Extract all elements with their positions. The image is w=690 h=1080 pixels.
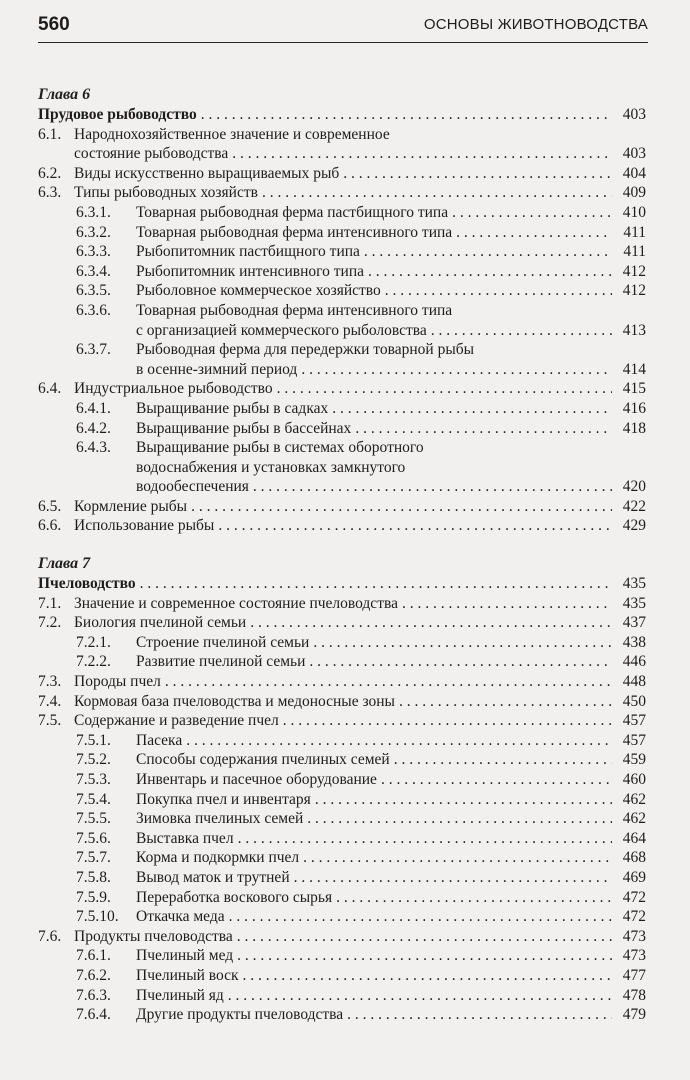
toc-entry[interactable]: [38, 183, 646, 203]
dot-leader: [431, 321, 612, 341]
toc-entry[interactable]: [38, 242, 646, 262]
entry-title: Биология пчелиной семьи: [74, 614, 247, 632]
section-number: 7.5.6.: [76, 829, 111, 847]
page-ref: 473: [622, 927, 646, 945]
section-number: 6.5.: [38, 497, 62, 515]
page-ref: 460: [622, 771, 646, 788]
toc-entry[interactable]: [38, 262, 646, 282]
section-number: 6.6.: [38, 517, 62, 535]
toc-entry[interactable]: [38, 301, 646, 340]
toc-entry[interactable]: [38, 966, 646, 986]
dot-leader: [381, 770, 612, 790]
page-header: [38, 12, 648, 43]
page-ref: 418: [622, 419, 646, 437]
section-number: 7.5.2.: [76, 751, 111, 769]
dot-leader: [238, 829, 612, 849]
dot-leader: [313, 633, 612, 653]
entry-title: Откачка меда: [136, 908, 225, 926]
page-ref: 435: [622, 575, 646, 593]
toc-entry[interactable]: [38, 652, 646, 672]
page-ref: 404: [622, 164, 646, 182]
entry-title: Народнохозяйственное значение и современное: [74, 125, 390, 143]
section-number: 7.6.: [38, 927, 62, 945]
toc-entry[interactable]: [38, 946, 646, 966]
page-ref: 438: [622, 633, 646, 651]
section-number: 6.4.2.: [76, 419, 111, 437]
section-number: 7.3.: [38, 673, 62, 691]
toc-entry[interactable]: [38, 1005, 646, 1025]
running-title: ОСНОВЫ ЖИВОТНОВОДСТВА: [423, 16, 648, 33]
entry-title: Способы содержания пчелиных семей: [136, 751, 390, 769]
dot-leader: [332, 399, 612, 419]
toc-entry[interactable]: [38, 223, 646, 243]
page-ref: 411: [623, 223, 646, 241]
entry-title-continued: с организацией коммерческого рыболовства: [136, 321, 427, 339]
toc-entry[interactable]: [38, 203, 646, 223]
entry-title-continued: состояние рыбоводства: [74, 145, 229, 163]
entry-title: Породы пчел: [74, 673, 161, 691]
page-ref: 403: [622, 106, 646, 123]
entry-title: Товарная рыбоводная ферма интенсивного типа: [136, 301, 453, 319]
entry-title: Выращивание рыбы в бассейнах: [136, 419, 352, 437]
dot-leader: [303, 848, 612, 868]
section-number: 6.4.: [38, 380, 62, 398]
page-ref: 462: [622, 810, 646, 828]
entry-title: Инвентарь и пасечное оборудование: [136, 771, 377, 788]
entry-title: Зимовка пчелиных семей: [136, 810, 304, 828]
page-ref: 403: [622, 145, 646, 163]
entry-title: Другие продукты пчеловодства: [136, 1006, 344, 1024]
section-number: 7.5.1.: [76, 731, 111, 749]
dot-leader: [201, 105, 612, 125]
entry-title-continued: водообеспечения: [136, 478, 249, 496]
dot-leader: [140, 574, 612, 594]
entry-title: Продукты пчеловодства: [74, 927, 233, 945]
section-number: 6.3.: [38, 184, 62, 202]
entry-title: Строение пчелиной семьи: [136, 633, 310, 651]
section-number: 7.2.1.: [76, 633, 111, 651]
dot-leader: [315, 790, 612, 810]
entry-title: Пчелиный мед: [136, 947, 234, 965]
page-ref: 437: [622, 614, 646, 632]
dot-leader: [165, 672, 612, 692]
page-ref: 450: [622, 692, 646, 710]
dot-leader: [191, 497, 612, 517]
section-number: 6.4.1.: [76, 399, 111, 417]
page-ref: 410: [622, 203, 646, 221]
entry-title: Индустриальное рыбоводство: [74, 380, 273, 398]
toc-entry[interactable]: [38, 711, 646, 731]
section-number: 6.4.3.: [76, 439, 111, 457]
page-ref: 479: [622, 1006, 646, 1024]
section-number: 6.3.1.: [76, 203, 111, 221]
toc-entry[interactable]: [38, 692, 646, 712]
section-number: 6.3.4.: [76, 262, 111, 280]
section-number: 6.3.2.: [76, 223, 111, 241]
page-ref: 414: [622, 360, 646, 378]
page-ref: 411: [623, 243, 646, 261]
entry-title: Выращивание рыбы в садках: [136, 399, 329, 417]
toc-entry[interactable]: [38, 888, 646, 908]
dot-leader: [347, 1005, 612, 1025]
dot-leader: [399, 692, 612, 712]
dot-leader: [368, 262, 612, 282]
page-ref: 448: [622, 673, 646, 691]
toc-entry[interactable]: [38, 594, 646, 614]
page-ref: 412: [622, 262, 646, 280]
toc-entry[interactable]: [38, 399, 646, 419]
entry-title-continued: водоснабжения и установках замкнутого: [136, 458, 406, 476]
page-ref: 412: [622, 282, 646, 300]
section-number: 7.6.1.: [76, 947, 111, 965]
page-ref: 472: [622, 908, 646, 926]
page-ref: 429: [622, 517, 646, 535]
page-ref: 422: [622, 497, 646, 515]
dot-leader: [232, 144, 612, 164]
page-ref: 420: [622, 478, 646, 496]
dot-leader: [364, 242, 612, 262]
section-number: 7.6.2.: [76, 966, 111, 984]
section-number: 7.5.7.: [76, 849, 111, 867]
toc-entry[interactable]: [38, 868, 646, 888]
dot-leader: [301, 360, 612, 380]
dot-leader: [229, 907, 612, 927]
toc-entry[interactable]: [38, 633, 646, 653]
dot-leader: [402, 594, 612, 614]
toc-entry[interactable]: [38, 164, 646, 184]
dot-leader: [186, 731, 612, 751]
entry-title: Товарная рыбоводная ферма интенсивного типа: [136, 223, 453, 241]
toc-entry[interactable]: [38, 281, 646, 301]
entry-title: Значение и современное состояние пчеловодства: [74, 594, 398, 612]
toc-entry[interactable]: [38, 574, 646, 594]
section-number: 7.5.9.: [76, 888, 111, 906]
entry-title: Корма и подкормки пчел: [136, 849, 300, 867]
chapter: [38, 554, 646, 1025]
toc-entry[interactable]: [38, 790, 646, 810]
dot-leader: [456, 223, 612, 243]
entry-title: Рыбоводная ферма для передержки товарной рыбы: [136, 341, 475, 359]
toc-entry[interactable]: [38, 986, 646, 1006]
dot-leader: [394, 750, 612, 770]
toc-entry[interactable]: [38, 438, 646, 497]
page-ref: 472: [622, 888, 646, 906]
dot-leader: [243, 966, 612, 986]
toc-entry[interactable]: [38, 379, 646, 399]
page-ref: 477: [622, 966, 646, 984]
section-number: 6.2.: [38, 164, 62, 182]
entry-title: Покупка пчел и инвентаря: [136, 790, 311, 808]
section-number: 7.5.10.: [76, 908, 119, 926]
dot-leader: [307, 809, 612, 829]
section-number: 7.5.8.: [76, 868, 111, 886]
dot-leader: [237, 946, 612, 966]
dot-leader: [277, 379, 612, 399]
entry-title: Переработка воскового сырья: [136, 888, 333, 906]
page-ref: 435: [622, 594, 646, 612]
page-ref: 462: [622, 790, 646, 808]
dot-leader: [253, 477, 612, 497]
page-ref: 473: [622, 947, 646, 965]
page-ref: 415: [622, 380, 646, 398]
entry-title: Пчеловодство: [38, 575, 136, 593]
section-number: 7.6.4.: [76, 1006, 111, 1024]
page-ref: 413: [622, 321, 646, 339]
dot-leader: [294, 868, 612, 888]
dot-leader: [237, 927, 612, 947]
entry-title: Пасека: [136, 731, 183, 749]
dot-leader: [262, 183, 612, 203]
entry-title: Рыбопитомник интенсивного типа: [136, 262, 365, 280]
section-number: 6.3.6.: [76, 301, 111, 319]
section-number: 7.5.5.: [76, 810, 111, 828]
dot-leader: [250, 613, 612, 633]
section-number: 6.3.3.: [76, 243, 111, 261]
page-ref: 457: [622, 712, 646, 730]
dot-leader: [343, 164, 612, 184]
toc-entry[interactable]: [38, 731, 646, 751]
toc-entry[interactable]: [38, 516, 646, 536]
entry-title: Рыбопитомник пастбищного типа: [136, 243, 360, 261]
section-number: 7.5.4.: [76, 790, 111, 808]
entry-title: Кормление рыбы: [74, 497, 188, 515]
toc-entry[interactable]: [38, 497, 646, 517]
page-ref: 409: [622, 184, 646, 202]
chapter: [38, 85, 646, 536]
dot-leader: [452, 203, 612, 223]
page-ref: 469: [622, 868, 646, 886]
entry-title: Содержание и разведение пчел: [74, 712, 279, 730]
toc-entry[interactable]: [38, 809, 646, 829]
table-of-contents: [38, 85, 646, 1043]
entry-title: Рыболовное коммерческое хозяйство: [136, 282, 381, 300]
page-ref: 446: [622, 653, 646, 671]
section-number: 7.5.3.: [76, 771, 111, 788]
toc-entry[interactable]: [38, 829, 646, 849]
toc-entry[interactable]: [38, 340, 646, 379]
page-ref: 478: [622, 986, 646, 1004]
chapter-label: Глава 6: [38, 86, 91, 103]
page-ref: 468: [622, 849, 646, 867]
entry-title: Пчелиный яд: [136, 986, 224, 1004]
toc-entry[interactable]: [38, 419, 646, 439]
section-number: 6.3.5.: [76, 282, 111, 300]
entry-title: Развитие пчелиной семьи: [136, 653, 306, 671]
entry-title: Вывод маток и трутней: [136, 868, 290, 886]
entry-title: Типы рыбоводных хозяйств: [74, 184, 258, 202]
toc-entry[interactable]: [38, 848, 646, 868]
section-number: 7.2.: [38, 614, 62, 632]
entry-title: Виды искусственно выращиваемых рыб: [74, 164, 340, 182]
section-number: 7.6.3.: [76, 986, 111, 1004]
section-number: 7.5.: [38, 712, 62, 730]
toc-entry[interactable]: [38, 770, 646, 790]
section-number: 6.1.: [38, 125, 62, 143]
section-number: 6.3.7.: [76, 341, 111, 359]
section-number: 7.1.: [38, 594, 62, 612]
entry-title: Выращивание рыбы в системах оборотного: [136, 439, 424, 457]
entry-title: Пчелиный воск: [136, 966, 239, 984]
dot-leader: [355, 419, 612, 439]
entry-title-continued: в осенне-зимний период: [136, 360, 298, 378]
entry-title: Выставка пчел: [136, 829, 234, 847]
entry-title: Прудовое рыбоводство: [38, 106, 197, 123]
dot-leader: [309, 652, 612, 672]
entry-title: Кормовая база пчеловодства и медоносные зоны: [74, 692, 395, 710]
toc-entry[interactable]: [38, 750, 646, 770]
entry-title: Товарная рыбоводная ферма пастбищного типа: [136, 203, 449, 221]
toc-entry[interactable]: [38, 125, 646, 164]
toc-entry[interactable]: [38, 613, 646, 633]
section-number: 7.4.: [38, 692, 62, 710]
toc-entry[interactable]: [38, 927, 646, 947]
dot-leader: [336, 888, 612, 908]
dot-leader: [218, 516, 612, 536]
dot-leader: [283, 711, 612, 731]
page-number: 560: [38, 14, 70, 35]
dot-leader: [385, 281, 612, 301]
toc-entry[interactable]: [38, 105, 646, 125]
page-ref: 416: [622, 399, 646, 417]
page-ref: 457: [622, 731, 646, 749]
page-ref: 459: [622, 751, 646, 769]
toc-entry[interactable]: [38, 907, 646, 927]
dot-leader: [228, 986, 612, 1006]
section-number: 7.2.2.: [76, 653, 111, 671]
toc-entry[interactable]: [38, 672, 646, 692]
chapter-label: Глава 7: [38, 555, 91, 573]
entry-title: Использование рыбы: [74, 517, 215, 535]
page-ref: 464: [622, 829, 646, 847]
